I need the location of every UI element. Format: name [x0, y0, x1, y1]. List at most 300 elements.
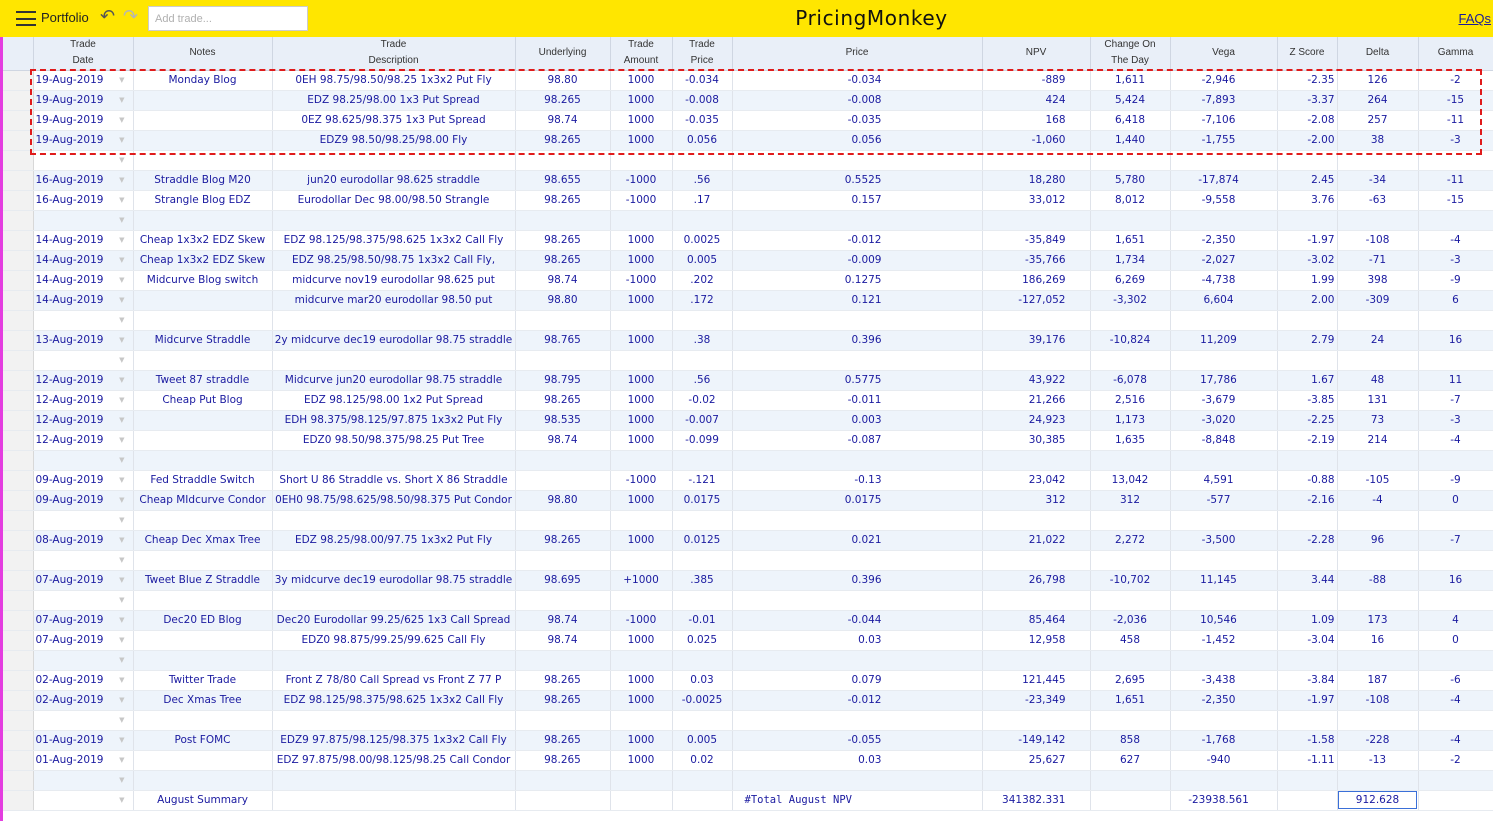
table-cell[interactable]: 98.80 [515, 490, 610, 510]
table-cell[interactable] [33, 710, 133, 730]
table-cell[interactable]: -108 [1337, 230, 1418, 250]
table-cell[interactable] [133, 650, 272, 670]
table-row[interactable] [3, 270, 1493, 290]
table-cell[interactable] [1277, 210, 1337, 230]
table-cell[interactable] [1337, 510, 1418, 530]
table-cell[interactable]: 0.0175 [732, 490, 982, 510]
table-cell[interactable] [33, 690, 133, 710]
column-header[interactable] [1170, 37, 1277, 70]
row-header[interactable] [3, 190, 33, 210]
table-cell[interactable]: -940 [1170, 750, 1277, 770]
column-header[interactable] [672, 37, 732, 70]
table-cell[interactable]: Midcurve Straddle [133, 330, 272, 350]
table-cell[interactable]: 6 [1418, 290, 1493, 310]
table-cell[interactable] [610, 450, 672, 470]
table-cell[interactable]: Twitter Trade [133, 670, 272, 690]
table-cell[interactable]: -2.08 [1277, 110, 1337, 130]
table-cell[interactable]: EDZ 97.875/98.00/98.125/98.25 Call Condor [272, 750, 515, 770]
table-cell[interactable] [33, 370, 133, 390]
table-cell[interactable]: EDZ0 98.50/98.375/98.25 Put Tree [272, 430, 515, 450]
table-cell[interactable]: 1.67 [1277, 370, 1337, 390]
table-cell[interactable]: 0.0175 [672, 490, 732, 510]
table-cell[interactable]: EDZ 98.25/98.50/98.75 1x3x2 Call Fly, [272, 250, 515, 270]
row-header[interactable] [3, 390, 33, 410]
table-cell[interactable]: 98.265 [515, 530, 610, 550]
table-cell[interactable]: 0.5775 [732, 370, 982, 390]
table-cell[interactable]: 0.005 [672, 730, 732, 750]
table-cell[interactable]: -3 [1418, 130, 1493, 150]
table-cell[interactable]: 1,611 [1090, 70, 1170, 90]
table-cell[interactable]: -1.97 [1277, 690, 1337, 710]
table-cell[interactable] [515, 210, 610, 230]
table-cell[interactable]: 0.079 [732, 670, 982, 690]
table-cell[interactable] [272, 590, 515, 610]
table-cell[interactable] [1337, 590, 1418, 610]
table-cell[interactable]: -10,702 [1090, 570, 1170, 590]
table-cell[interactable] [33, 70, 133, 90]
table-cell[interactable]: Tweet Blue Z Straddle [133, 570, 272, 590]
table-cell[interactable]: -0.034 [672, 70, 732, 90]
table-cell[interactable]: 98.80 [515, 70, 610, 90]
table-cell[interactable] [672, 590, 732, 610]
table-row[interactable] [3, 790, 1493, 810]
table-cell[interactable] [1277, 350, 1337, 370]
table-cell[interactable]: -6,078 [1090, 370, 1170, 390]
dropdown-arrow-icon[interactable]: ▼ [119, 775, 125, 784]
table-cell[interactable]: 168 [982, 110, 1090, 130]
table-cell[interactable]: Cheap 1x3x2 EDZ Skew [133, 250, 272, 270]
dropdown-arrow-icon[interactable]: ▼ [119, 275, 125, 284]
table-cell[interactable] [1090, 450, 1170, 470]
table-cell[interactable]: 1000 [610, 430, 672, 450]
dropdown-arrow-icon[interactable]: ▼ [119, 375, 125, 384]
table-cell[interactable]: -1.97 [1277, 230, 1337, 250]
table-cell[interactable] [1090, 710, 1170, 730]
table-cell[interactable]: 5,424 [1090, 90, 1170, 110]
dropdown-arrow-icon[interactable]: ▼ [119, 195, 125, 204]
dropdown-arrow-icon[interactable]: ▼ [119, 455, 125, 464]
table-cell[interactable]: -35,849 [982, 230, 1090, 250]
table-cell[interactable]: 98.74 [515, 430, 610, 450]
dropdown-arrow-icon[interactable]: ▼ [119, 215, 125, 224]
table-cell[interactable]: Monday Blog [133, 70, 272, 90]
table-cell[interactable]: 48 [1337, 370, 1418, 390]
table-cell[interactable]: -3.02 [1277, 250, 1337, 270]
table-cell[interactable]: -3,438 [1170, 670, 1277, 690]
table-cell[interactable]: -149,142 [982, 730, 1090, 750]
table-cell[interactable] [732, 510, 982, 530]
table-cell[interactable]: -4,738 [1170, 270, 1277, 290]
table-cell[interactable]: 73 [1337, 410, 1418, 430]
table-cell[interactable]: -4 [1337, 490, 1418, 510]
table-cell[interactable]: 0.5525 [732, 170, 982, 190]
dropdown-arrow-icon[interactable]: ▼ [119, 475, 125, 484]
table-cell[interactable] [33, 90, 133, 110]
table-cell[interactable]: -88 [1337, 570, 1418, 590]
table-cell[interactable]: 1000 [610, 290, 672, 310]
table-cell[interactable]: 858 [1090, 730, 1170, 750]
table-cell[interactable]: 8,012 [1090, 190, 1170, 210]
table-cell[interactable] [1418, 450, 1493, 470]
row-header[interactable] [3, 250, 33, 270]
table-cell[interactable]: 2.79 [1277, 330, 1337, 350]
table-cell[interactable] [982, 770, 1090, 790]
table-cell[interactable]: -2.25 [1277, 410, 1337, 430]
table-cell[interactable]: 21,022 [982, 530, 1090, 550]
table-cell[interactable]: -2 [1418, 70, 1493, 90]
table-cell[interactable]: -0.035 [672, 110, 732, 130]
table-cell[interactable]: Fed Straddle Switch [133, 470, 272, 490]
table-cell[interactable]: -4 [1418, 230, 1493, 250]
table-cell[interactable] [610, 650, 672, 670]
dropdown-arrow-icon[interactable]: ▼ [119, 395, 125, 404]
table-cell[interactable]: -889 [982, 70, 1090, 90]
table-cell[interactable]: 11,209 [1170, 330, 1277, 350]
table-cell[interactable]: EDZ 98.25/98.00/97.75 1x3x2 Put Fly [272, 530, 515, 550]
table-cell[interactable] [732, 650, 982, 670]
table-cell[interactable] [672, 210, 732, 230]
table-cell[interactable]: -4 [1418, 430, 1493, 450]
table-cell[interactable]: 85,464 [982, 610, 1090, 630]
table-cell[interactable]: -1000 [610, 610, 672, 630]
table-cell[interactable] [1337, 150, 1418, 170]
table-cell[interactable] [133, 90, 272, 110]
table-cell[interactable] [610, 710, 672, 730]
table-cell[interactable]: -34 [1337, 170, 1418, 190]
table-cell[interactable]: Dec20 ED Blog [133, 610, 272, 630]
row-header[interactable] [3, 490, 33, 510]
table-cell[interactable] [1090, 790, 1170, 810]
table-cell[interactable]: -0.02 [672, 390, 732, 410]
column-header[interactable] [133, 37, 272, 70]
table-cell[interactable]: -0.011 [732, 390, 982, 410]
table-cell[interactable]: +1000 [610, 570, 672, 590]
table-cell[interactable]: 3.44 [1277, 570, 1337, 590]
table-cell[interactable] [732, 450, 982, 470]
table-cell[interactable] [133, 210, 272, 230]
table-cell[interactable] [610, 210, 672, 230]
table-cell[interactable]: 13,042 [1090, 470, 1170, 490]
table-cell[interactable]: 98.265 [515, 390, 610, 410]
table-cell[interactable]: Midcurve jun20 eurodollar 98.75 straddle [272, 370, 515, 390]
table-cell[interactable] [33, 110, 133, 130]
redo-icon[interactable]: ↷ [123, 6, 139, 27]
table-row[interactable] [3, 770, 1493, 790]
table-cell[interactable] [33, 550, 133, 570]
row-header[interactable] [3, 690, 33, 710]
table-cell[interactable]: 98.265 [515, 250, 610, 270]
table-row[interactable] [3, 190, 1493, 210]
column-header[interactable] [982, 37, 1090, 70]
table-cell[interactable]: Eurodollar Dec 98.00/98.50 Strangle [272, 190, 515, 210]
table-cell[interactable]: 126 [1337, 70, 1418, 90]
table-cell[interactable]: -2,036 [1090, 610, 1170, 630]
table-cell[interactable] [1170, 510, 1277, 530]
table-cell[interactable]: 1000 [610, 70, 672, 90]
table-cell[interactable]: -0.0025 [672, 690, 732, 710]
table-row[interactable] [3, 430, 1493, 450]
table-cell[interactable]: Post FOMC [133, 730, 272, 750]
table-cell[interactable] [272, 150, 515, 170]
table-cell[interactable]: -2,350 [1170, 690, 1277, 710]
table-row[interactable] [3, 590, 1493, 610]
row-header[interactable] [3, 290, 33, 310]
dropdown-arrow-icon[interactable]: ▼ [119, 295, 125, 304]
row-header[interactable] [3, 230, 33, 250]
table-cell[interactable] [272, 310, 515, 330]
table-cell[interactable] [1090, 350, 1170, 370]
table-cell[interactable] [515, 590, 610, 610]
table-cell[interactable]: -0.044 [732, 610, 982, 630]
table-cell[interactable]: 98.795 [515, 370, 610, 390]
dropdown-arrow-icon[interactable]: ▼ [119, 95, 125, 104]
table-cell[interactable] [1337, 450, 1418, 470]
table-cell[interactable]: 2.00 [1277, 290, 1337, 310]
table-cell[interactable]: 0.056 [672, 130, 732, 150]
column-header[interactable] [610, 37, 672, 70]
table-cell[interactable]: .385 [672, 570, 732, 590]
table-cell[interactable]: -0.034 [732, 70, 982, 90]
dropdown-arrow-icon[interactable]: ▼ [119, 535, 125, 544]
table-cell[interactable] [1277, 590, 1337, 610]
table-cell[interactable]: 98.265 [515, 750, 610, 770]
table-cell[interactable]: 5,780 [1090, 170, 1170, 190]
table-cell[interactable]: .56 [672, 170, 732, 190]
table-cell[interactable]: 98.695 [515, 570, 610, 590]
table-cell[interactable] [33, 530, 133, 550]
table-cell[interactable] [1277, 310, 1337, 330]
row-header[interactable] [3, 330, 33, 350]
table-cell[interactable]: 39,176 [982, 330, 1090, 350]
table-cell[interactable]: Midcurve Blog switch [133, 270, 272, 290]
table-cell[interactable]: Dec20 Eurodollar 99.25/625 1x3 Call Spread [272, 610, 515, 630]
table-cell[interactable] [33, 790, 133, 810]
table-cell[interactable]: -3.37 [1277, 90, 1337, 110]
table-cell[interactable] [33, 170, 133, 190]
table-cell[interactable]: 24,923 [982, 410, 1090, 430]
table-cell[interactable] [33, 630, 133, 650]
table-cell[interactable]: 98.655 [515, 170, 610, 190]
table-cell[interactable]: -2,350 [1170, 230, 1277, 250]
table-cell[interactable]: 26,798 [982, 570, 1090, 590]
table-cell[interactable] [272, 350, 515, 370]
table-cell[interactable]: 0.121 [732, 290, 982, 310]
table-cell[interactable] [672, 350, 732, 370]
dropdown-arrow-icon[interactable]: ▼ [119, 695, 125, 704]
table-row[interactable] [3, 150, 1493, 170]
table-cell[interactable]: 96 [1337, 530, 1418, 550]
table-cell[interactable]: 0.157 [732, 190, 982, 210]
table-cell[interactable] [133, 550, 272, 570]
dropdown-arrow-icon[interactable]: ▼ [119, 715, 125, 724]
table-cell[interactable] [133, 710, 272, 730]
table-cell[interactable]: 17,786 [1170, 370, 1277, 390]
table-cell[interactable]: 1,173 [1090, 410, 1170, 430]
table-cell[interactable]: -7,106 [1170, 110, 1277, 130]
table-cell[interactable] [1170, 150, 1277, 170]
row-header[interactable] [3, 430, 33, 450]
table-cell[interactable]: 424 [982, 90, 1090, 110]
table-cell[interactable] [1277, 650, 1337, 670]
table-cell[interactable]: 1000 [610, 530, 672, 550]
dropdown-arrow-icon[interactable]: ▼ [119, 155, 125, 164]
table-cell[interactable] [1090, 210, 1170, 230]
table-row[interactable] [3, 310, 1493, 330]
table-cell[interactable]: -7 [1418, 390, 1493, 410]
table-cell[interactable] [133, 450, 272, 470]
table-cell[interactable]: 1,651 [1090, 230, 1170, 250]
table-row[interactable] [3, 490, 1493, 510]
table-cell[interactable]: Tweet 87 straddle [133, 370, 272, 390]
table-cell[interactable]: 3y midcurve dec19 eurodollar 98.75 straddle [272, 570, 515, 590]
table-cell[interactable] [33, 250, 133, 270]
table-cell[interactable]: 98.265 [515, 230, 610, 250]
row-header[interactable] [3, 650, 33, 670]
dropdown-arrow-icon[interactable]: ▼ [119, 595, 125, 604]
table-cell[interactable] [1277, 450, 1337, 470]
table-cell[interactable]: -1000 [610, 170, 672, 190]
table-cell[interactable]: 10,546 [1170, 610, 1277, 630]
table-cell[interactable]: 4,591 [1170, 470, 1277, 490]
table-cell[interactable]: 21,266 [982, 390, 1090, 410]
table-cell[interactable]: Front Z 78/80 Call Spread vs Front Z 77 P [272, 670, 515, 690]
table-cell[interactable] [133, 150, 272, 170]
table-cell[interactable] [515, 150, 610, 170]
table-cell[interactable] [1418, 770, 1493, 790]
table-cell[interactable] [133, 110, 272, 130]
table-cell[interactable]: 0.396 [732, 330, 982, 350]
dropdown-arrow-icon[interactable]: ▼ [119, 495, 125, 504]
table-cell[interactable]: 0.03 [672, 670, 732, 690]
table-cell[interactable] [1418, 150, 1493, 170]
table-cell[interactable]: Short U 86 Straddle vs. Short X 86 Straddle [272, 470, 515, 490]
table-cell[interactable]: -8,848 [1170, 430, 1277, 450]
table-cell[interactable] [272, 210, 515, 230]
table-cell[interactable] [610, 350, 672, 370]
table-cell[interactable]: 131 [1337, 390, 1418, 410]
table-cell[interactable] [33, 150, 133, 170]
table-cell[interactable]: 627 [1090, 750, 1170, 770]
table-cell[interactable] [982, 350, 1090, 370]
table-cell[interactable]: 1000 [610, 110, 672, 130]
table-cell[interactable] [33, 270, 133, 290]
table-cell[interactable]: 1,734 [1090, 250, 1170, 270]
table-cell[interactable]: jun20 eurodollar 98.625 straddle [272, 170, 515, 190]
row-header[interactable] [3, 610, 33, 630]
table-row[interactable] [3, 510, 1493, 530]
table-cell[interactable] [133, 770, 272, 790]
table-cell[interactable] [33, 610, 133, 630]
table-cell[interactable]: 4 [1418, 610, 1493, 630]
table-cell[interactable] [1090, 650, 1170, 670]
dropdown-arrow-icon[interactable]: ▼ [119, 615, 125, 624]
table-cell[interactable] [1418, 310, 1493, 330]
table-cell[interactable] [1337, 310, 1418, 330]
table-cell[interactable] [1090, 590, 1170, 610]
table-cell[interactable]: 98.265 [515, 690, 610, 710]
table-cell[interactable]: 186,269 [982, 270, 1090, 290]
dropdown-arrow-icon[interactable]: ▼ [119, 655, 125, 664]
table-cell[interactable] [33, 390, 133, 410]
table-cell[interactable] [1418, 550, 1493, 570]
table-cell[interactable]: 1000 [610, 370, 672, 390]
table-cell[interactable]: .17 [672, 190, 732, 210]
table-cell[interactable] [1337, 710, 1418, 730]
table-cell[interactable]: 11 [1418, 370, 1493, 390]
table-cell[interactable]: 2y midcurve dec19 eurodollar 98.75 straddle [272, 330, 515, 350]
dropdown-arrow-icon[interactable]: ▼ [119, 635, 125, 644]
row-header[interactable] [3, 370, 33, 390]
table-row[interactable] [3, 690, 1493, 710]
table-cell[interactable] [1418, 350, 1493, 370]
table-cell[interactable]: 912.628 [1337, 790, 1418, 810]
table-cell[interactable] [982, 650, 1090, 670]
table-cell[interactable] [732, 590, 982, 610]
table-cell[interactable]: 0.021 [732, 530, 982, 550]
table-row[interactable] [3, 250, 1493, 270]
table-cell[interactable]: 312 [982, 490, 1090, 510]
table-cell[interactable]: -1,452 [1170, 630, 1277, 650]
table-cell[interactable]: -1,060 [982, 130, 1090, 150]
table-cell[interactable] [272, 790, 515, 810]
table-cell[interactable] [610, 310, 672, 330]
table-cell[interactable] [672, 150, 732, 170]
table-cell[interactable]: 1000 [610, 410, 672, 430]
table-cell[interactable] [515, 770, 610, 790]
row-header[interactable] [3, 410, 33, 430]
dropdown-arrow-icon[interactable]: ▼ [119, 175, 125, 184]
table-cell[interactable]: -1.11 [1277, 750, 1337, 770]
table-cell[interactable]: -23,349 [982, 690, 1090, 710]
dropdown-arrow-icon[interactable]: ▼ [119, 435, 125, 444]
row-header[interactable] [3, 570, 33, 590]
table-cell[interactable]: -3.04 [1277, 630, 1337, 650]
row-header[interactable] [3, 510, 33, 530]
table-cell[interactable]: -3.85 [1277, 390, 1337, 410]
table-cell[interactable]: -3,679 [1170, 390, 1277, 410]
table-cell[interactable] [732, 770, 982, 790]
table-cell[interactable]: 0.02 [672, 750, 732, 770]
table-cell[interactable]: -2.19 [1277, 430, 1337, 450]
table-row[interactable] [3, 450, 1493, 470]
table-cell[interactable] [33, 570, 133, 590]
dropdown-arrow-icon[interactable]: ▼ [119, 575, 125, 584]
table-cell[interactable]: -0.88 [1277, 470, 1337, 490]
table-cell[interactable]: EDZ9 97.875/98.125/98.375 1x3x2 Call Fly [272, 730, 515, 750]
table-cell[interactable] [672, 650, 732, 670]
table-cell[interactable]: 1.99 [1277, 270, 1337, 290]
table-cell[interactable]: -0.01 [672, 610, 732, 630]
table-cell[interactable]: -9,558 [1170, 190, 1277, 210]
table-cell[interactable] [133, 750, 272, 770]
table-cell[interactable]: -63 [1337, 190, 1418, 210]
table-cell[interactable]: -9 [1418, 470, 1493, 490]
table-cell[interactable] [1090, 310, 1170, 330]
table-row[interactable] [3, 670, 1493, 690]
dropdown-arrow-icon[interactable]: ▼ [119, 415, 125, 424]
table-cell[interactable]: -2 [1418, 750, 1493, 770]
table-cell[interactable]: 121,445 [982, 670, 1090, 690]
table-cell[interactable] [610, 790, 672, 810]
table-cell[interactable]: -3,500 [1170, 530, 1277, 550]
table-cell[interactable] [33, 210, 133, 230]
table-cell[interactable]: 98.535 [515, 410, 610, 430]
table-cell[interactable]: EDZ0 98.875/99.25/99.625 Call Fly [272, 630, 515, 650]
table-cell[interactable]: 1.09 [1277, 610, 1337, 630]
table-cell[interactable]: -127,052 [982, 290, 1090, 310]
table-cell[interactable]: -3 [1418, 410, 1493, 430]
dropdown-arrow-icon[interactable]: ▼ [119, 735, 125, 744]
